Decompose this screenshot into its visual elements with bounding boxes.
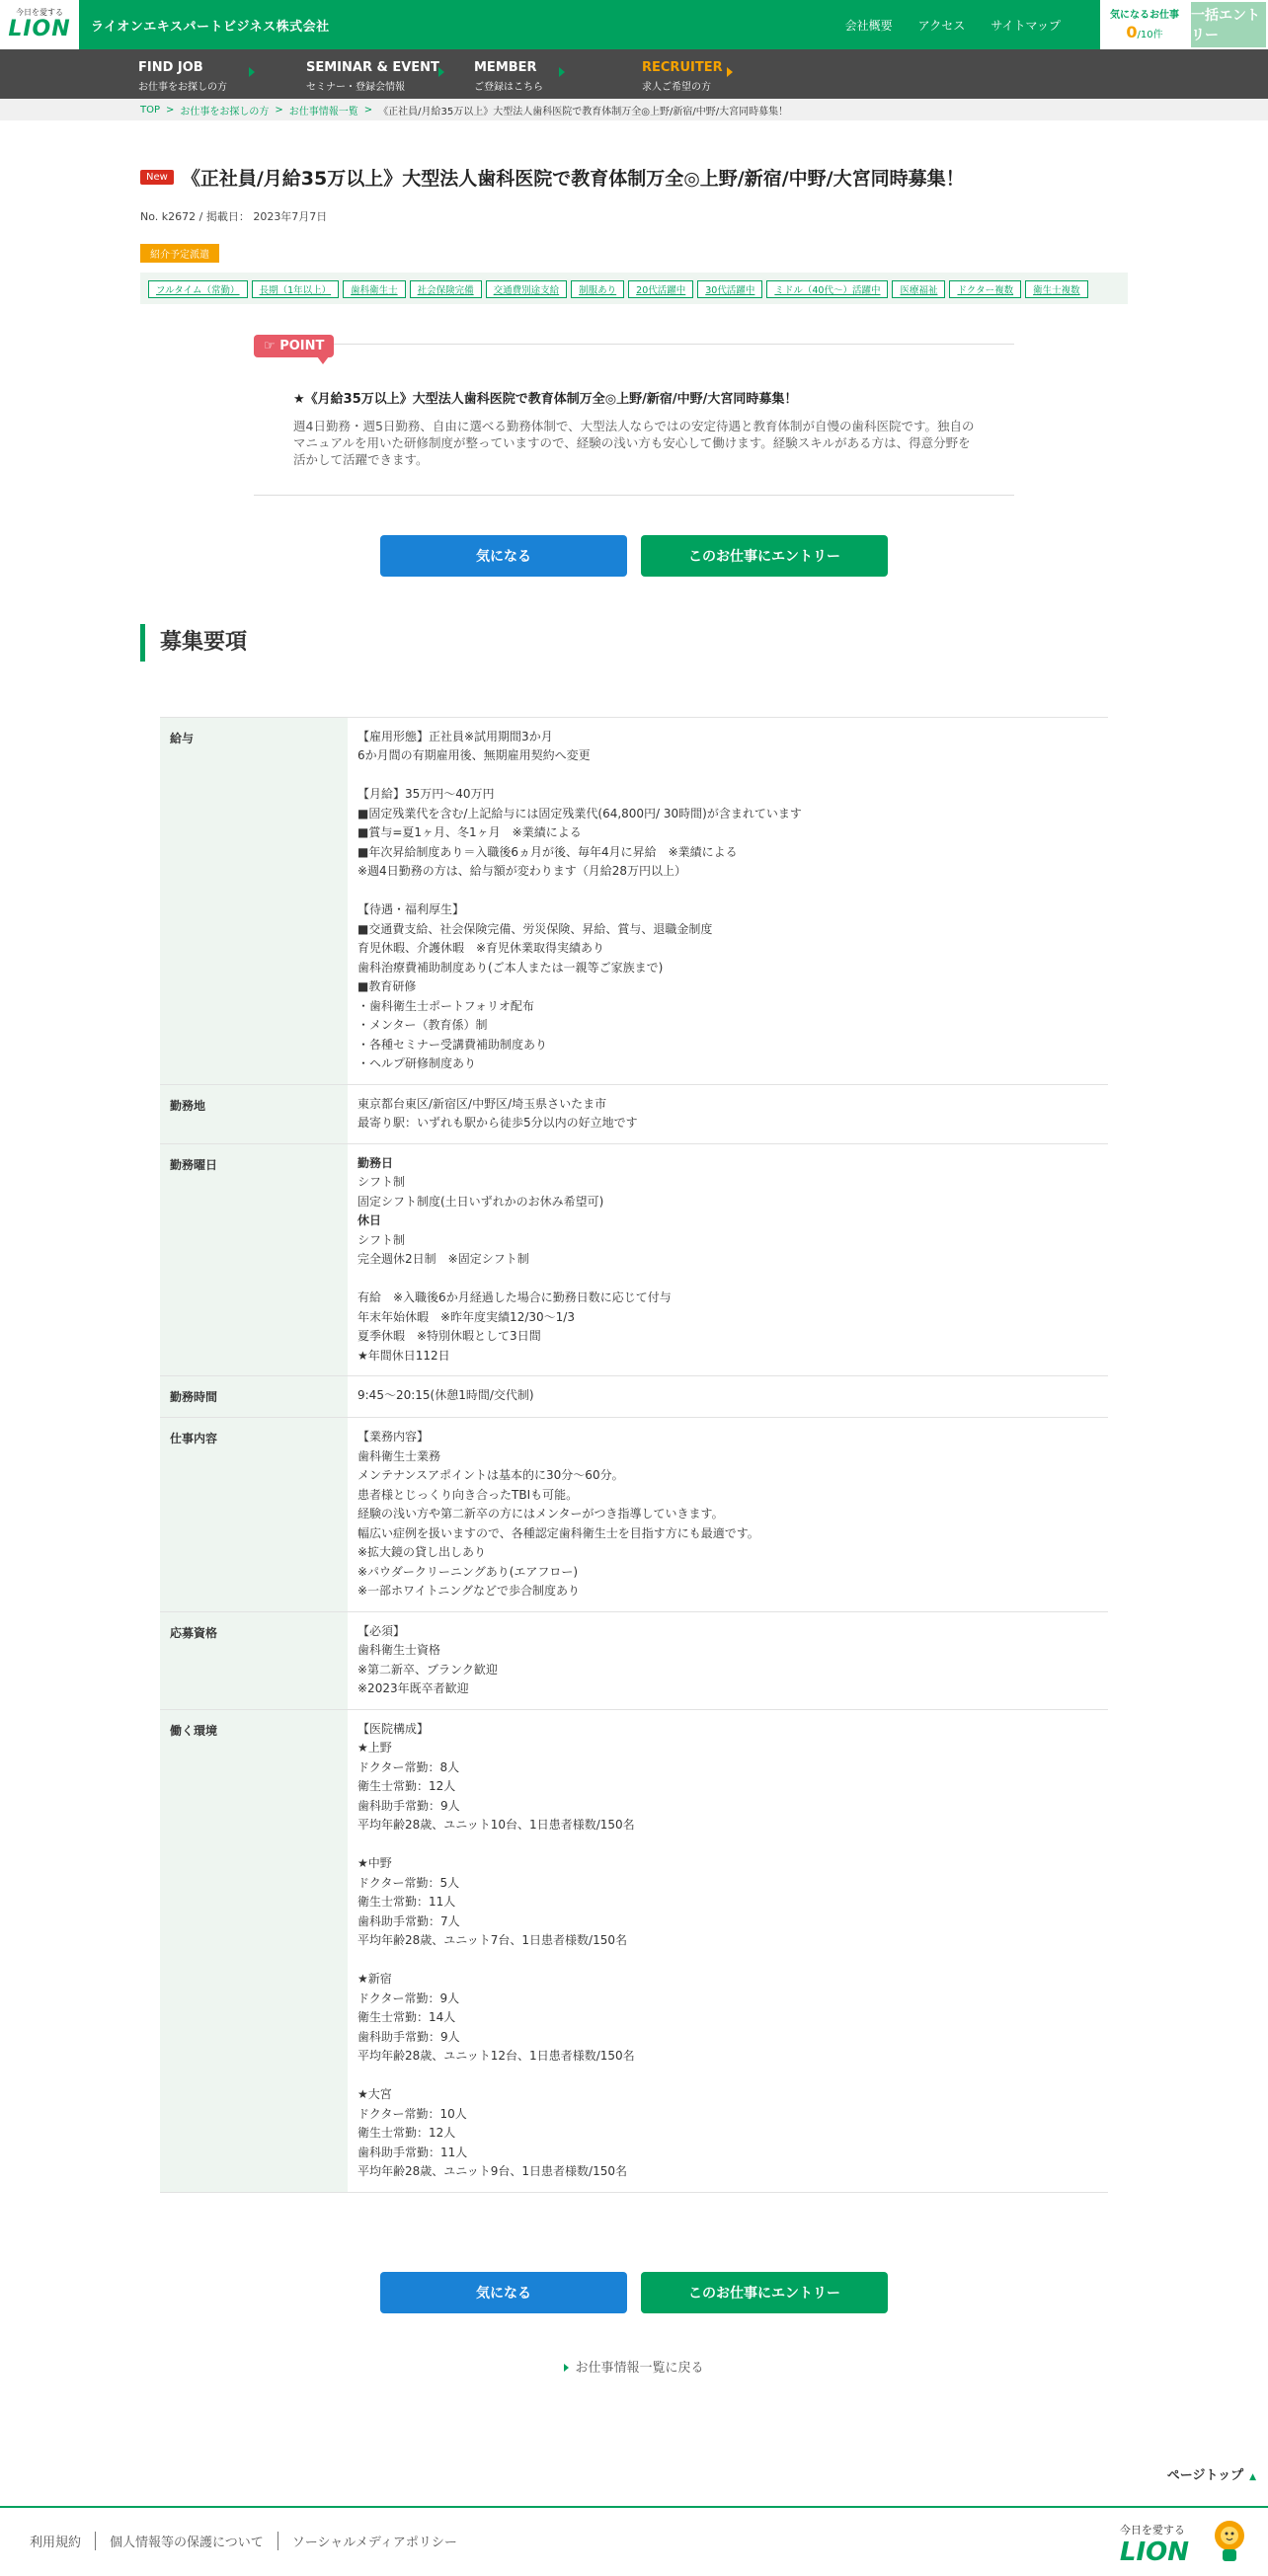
- hand-pointer-icon: ☞: [264, 339, 280, 353]
- job-tag[interactable]: 医療福祉: [892, 280, 945, 298]
- footer-link-social-policy[interactable]: ソーシャルメディアポリシー: [277, 2532, 471, 2550]
- row-value: 9:45〜20:15(休憩1時間/交代制): [357, 1388, 534, 1403]
- table-row: [160, 1084, 1108, 1143]
- company-name[interactable]: ライオンエキスパートビジネス株式会社: [91, 19, 330, 35]
- job-tag[interactable]: 歯科衛生士: [343, 280, 406, 298]
- chevron-right-icon: [564, 2364, 569, 2372]
- breadcrumb-separator: >: [363, 104, 373, 116]
- header-link-access[interactable]: アクセス: [917, 18, 966, 33]
- page-top-label: ページトップ: [1166, 2468, 1244, 2483]
- job-tag[interactable]: 30代活躍中: [697, 280, 762, 298]
- footer-link-privacy[interactable]: 個人情報等の保護について: [95, 2532, 277, 2550]
- favorite-label: 気になるお仕事: [1110, 10, 1179, 21]
- favorite-unit: /10件: [1137, 30, 1163, 40]
- favorite-button[interactable]: 気になる: [380, 2272, 627, 2313]
- main-nav: [0, 49, 1268, 99]
- breadcrumb-current: 《正社員/月給35万以上》大型法人歯科医院で教育体制万全◎上野/新宿/中野/大宮同時募集！: [378, 106, 789, 117]
- nav-member[interactable]: [474, 49, 642, 99]
- breadcrumb-find-job[interactable]: お仕事をお探しの方: [180, 106, 270, 117]
- table-row: [160, 1709, 1108, 2192]
- breadcrumb-top[interactable]: TOP: [140, 104, 161, 116]
- nav-sublabel: お仕事をお探しの方: [138, 81, 227, 93]
- bulk-entry-button[interactable]: 一括エントリー: [1189, 0, 1268, 49]
- job-tag[interactable]: 制服あり: [571, 280, 624, 298]
- header-links: [845, 0, 1061, 49]
- action-buttons-bottom: [140, 2272, 1128, 2313]
- row-value: 【必須】 歯科衛生士資格 ※第二新卒、ブランク歓迎 ※2023年既卒者歓迎: [357, 1623, 498, 1696]
- job-title-row: [140, 164, 1128, 191]
- row-label: 給与: [160, 717, 348, 1084]
- nav-sublabel: セミナー・登録会情報: [306, 81, 405, 93]
- row-value: 東京都台東区/新宿区/中野区/埼玉県さいたま市 最寄り駅：いずれも駅から徒歩5分以内の好立地です: [357, 1096, 638, 1131]
- nav-sublabel: 求人ご希望の方: [642, 81, 711, 93]
- breadcrumb-job-list[interactable]: お仕事情報一覧: [288, 106, 358, 117]
- row-value: 【業務内容】 歯科衛生士業務 メンテナンスアポイントは基本的に30分〜60分。 患者様とじっくり向き合ったTBIも可能。 経験の浅い方や第二新卒の方にはメンターがつき指導していきます。 幅広い症例を扱いますので、各種認定歯科衛生士を目指す方にも最適です。 ※拡大鏡の貸し出しあり ※パウダークリーニングあり(エアフロー) ※一部ホワイトニングなどで歩合制度あり: [357, 1430, 759, 1599]
- job-tag[interactable]: 長期（1年以上）: [252, 280, 340, 298]
- nav-label: RECRUITER: [642, 60, 723, 75]
- row-subvalue: シフト制 完全週休2日制 ※固定シフト制 有給 ※入職後6か月経過した場合に勤務日数に応じて付与 年末年始休暇 ※昨年度実績12/30〜1/3 夏季休暇 ※特別休暇として3日間 ★年間休日112日: [357, 1232, 672, 1363]
- page-top-link[interactable]: [1167, 2464, 1256, 2483]
- footer-link-terms[interactable]: 利用規約: [30, 2536, 82, 2550]
- nav-recruiter[interactable]: [642, 49, 810, 99]
- site-header: [0, 0, 1268, 49]
- section-title: 募集要項: [140, 624, 1128, 662]
- point-heading: ★《月給35万以上》大型法人歯科医院で教育体制万全◎上野/新宿/中野/大宮同時募集！: [293, 392, 798, 407]
- row-subheading: 勤務日: [357, 1155, 394, 1170]
- entry-button[interactable]: このお仕事にエントリー: [641, 535, 888, 577]
- favorite-count-row: [1100, 23, 1189, 41]
- nav-label: MEMBER: [474, 60, 537, 75]
- nav-label: FIND JOB: [138, 60, 203, 75]
- entry-button[interactable]: このお仕事にエントリー: [641, 2272, 888, 2313]
- back-link-label: お仕事情報一覧に戻る: [575, 2360, 704, 2376]
- job-meta: No. k2672 / 掲載日： 2023年7月7日: [140, 210, 328, 223]
- nav-label: SEMINAR & EVENT: [306, 60, 439, 75]
- job-tag[interactable]: 交通費別途支給: [486, 280, 568, 298]
- table-row: [160, 717, 1108, 1084]
- table-row: [160, 1376, 1108, 1418]
- employment-type-badge: 紹介予定派遣: [140, 244, 219, 263]
- point-badge-label: POINT: [279, 339, 325, 353]
- favorite-count: 0: [1126, 23, 1138, 41]
- footer-links: [30, 2532, 471, 2550]
- table-row: [160, 1418, 1108, 1612]
- main-content: [140, 164, 1128, 2376]
- site-footer: [0, 2506, 1268, 2576]
- header-link-sitemap[interactable]: サイトマップ: [991, 18, 1061, 33]
- chevron-right-icon: [249, 67, 255, 77]
- nav-sublabel: ご登録はこちら: [474, 81, 543, 93]
- back-to-list-link[interactable]: [140, 2357, 1128, 2376]
- footer-logo[interactable]: [1120, 2522, 1189, 2567]
- new-badge: New: [140, 170, 174, 185]
- breadcrumb-separator: >: [166, 104, 175, 116]
- footer-logo-tagline: 今日を愛する: [1119, 2524, 1185, 2537]
- logo-text: LION: [8, 17, 71, 41]
- row-label: 働く環境: [160, 1709, 348, 2192]
- footer-logo-text: LION: [1119, 2537, 1189, 2567]
- chevron-right-icon: [559, 67, 565, 77]
- nav-find-job[interactable]: [138, 49, 306, 99]
- point-box: [254, 339, 1014, 496]
- job-tags: [140, 273, 1128, 304]
- chevron-right-icon: [727, 67, 733, 77]
- row-label: 応募資格: [160, 1611, 348, 1709]
- job-tag[interactable]: ドクター複数: [949, 280, 1021, 298]
- nav-seminar-event[interactable]: [306, 49, 474, 99]
- row-label: 勤務地: [160, 1084, 348, 1143]
- breadcrumb-separator: >: [275, 104, 283, 116]
- site-logo[interactable]: [0, 0, 79, 49]
- row-value: [348, 1143, 1108, 1376]
- job-tag[interactable]: ミドル（40代〜）活躍中: [766, 280, 888, 298]
- row-label: 仕事内容: [160, 1418, 348, 1612]
- arrow-up-icon: ▲: [1249, 2472, 1256, 2482]
- job-tag[interactable]: 社会保険完備: [410, 280, 482, 298]
- table-row: [160, 1143, 1108, 1376]
- job-tag[interactable]: フルタイム（常勤）: [148, 280, 248, 298]
- row-subheading: 休日: [357, 1213, 382, 1228]
- requirements-table: [160, 717, 1108, 2193]
- header-link-company[interactable]: 会社概要: [844, 18, 893, 33]
- favorite-button[interactable]: 気になる: [380, 535, 627, 577]
- row-label: 勤務時間: [160, 1376, 348, 1418]
- table-row: [160, 1611, 1108, 1709]
- row-value: 【雇用形態】正社員※試用期間3か月 6か月間の有期雇用後、無期雇用契約へ変更 【月給】35万円〜40万円 ■固定残業代を含む/上記給与には固定残業代(64,800円/ 30時間)が含まれています ■賞与=夏1ヶ月、冬1ヶ月 ※業績による ■年次昇給制度あり＝入職後6ヵ月が後、毎年4月に昇給 ※業績による ※週4日勤務の方は、給与額が変わります（月給28万円以上） 【待遇・福利厚生】 ■交通費支給、社会保険完備、労災保険、昇給、賞与、退職金制度 育児休暇、介護休暇 ※育児休業取得実績あり 歯科治療費補助制度あり(ご本人または一親等ご家族まで) ■教育研修 ・歯科衛生士ポートフォリオ配布 ・メンター（教育係）制 ・各種セミナー受講費補助制度あり ・ヘルプ研修制度あり: [357, 729, 802, 1071]
- job-tag[interactable]: 20代活躍中: [628, 280, 693, 298]
- point-body: 週4日勤務・週5日勤務、自由に選べる勤務体制で、大型法人ならではの安定待遇と教育体制が自慢の歯科医院です。独自のマニュアルを用いた研修制度が整っていますので、経験の浅い方も安心して働けます。経験スキルがある方は、得意分野を活かして活躍できます。: [293, 419, 975, 467]
- point-badge: [254, 335, 334, 357]
- row-subvalue: シフト制 固定シフト制度(土日いずれかのお休み希望可): [357, 1175, 604, 1209]
- chevron-right-icon: [438, 67, 444, 77]
- job-tag[interactable]: 衛生士複数: [1025, 280, 1088, 298]
- lion-mascot-icon: [1207, 2518, 1252, 2563]
- breadcrumb: [0, 99, 1268, 120]
- logo-tagline: 今日を愛する: [16, 8, 63, 17]
- row-label: 勤務曜日: [160, 1143, 348, 1376]
- favorite-jobs-counter[interactable]: [1100, 0, 1189, 49]
- job-title: 《正社員/月給35万以上》大型法人歯科医院で教育体制万全◎上野/新宿/中野/大宮同時募集！: [181, 168, 965, 190]
- row-value: 【医院構成】 ★上野 ドクター常勤：8人 衛生士常勤：12人 歯科助手常勤：9人 平均年齢28歳、ユニット10台、1日患者様数/150名 ★中野 ドクター常勤：5人 衛生士常勤：11人 歯科助手常勤：7人 平均年齢28歳、ユニット7台、1日患者様数/150名 ★新宿 ドクター常勤：9人 衛生士常勤：14人 歯科助手常勤：9人 平均年齢28歳、ユニット12台、1日患者様数/150名 ★大宮 ドクター常勤：10人 衛生士常勤：12人 歯科助手常勤：11人 平均年齢28歳、ユニット9台、1日患者様数/150名: [357, 1721, 635, 2179]
- action-buttons-top: [140, 535, 1128, 577]
